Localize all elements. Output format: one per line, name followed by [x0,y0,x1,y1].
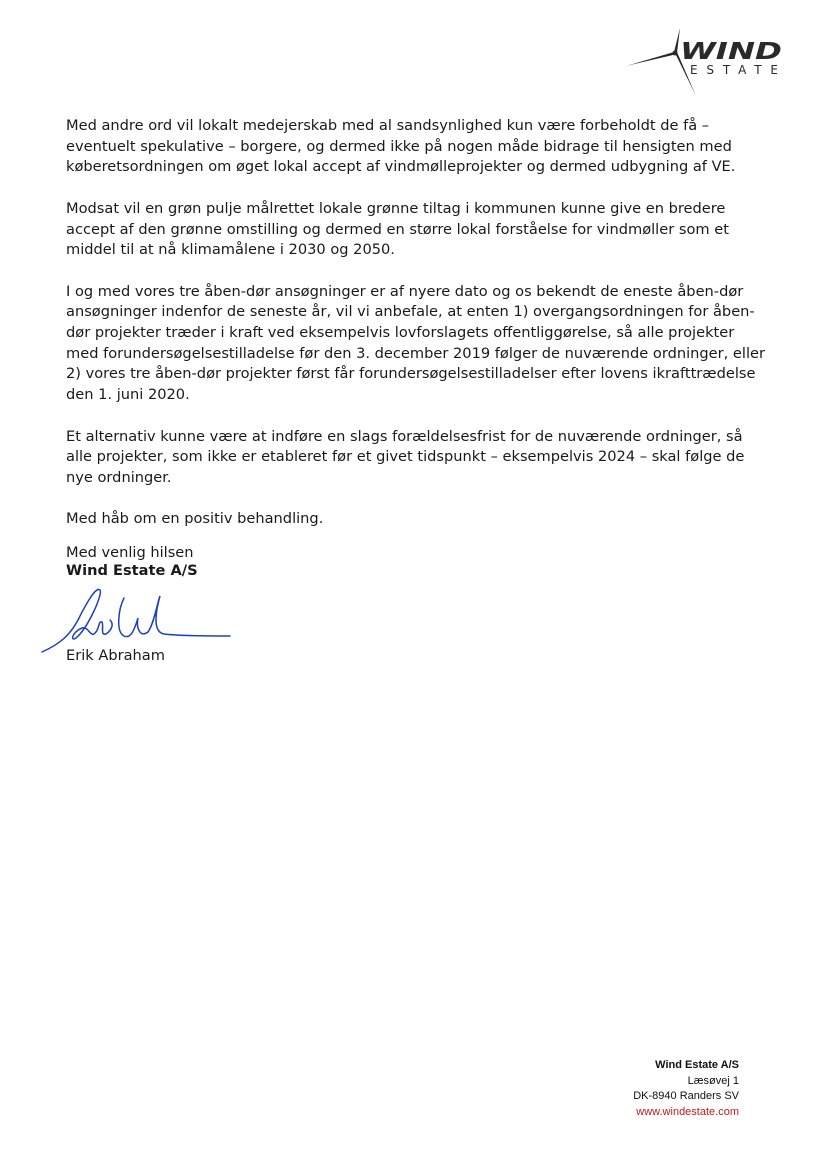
wind-estate-logo [622,22,787,100]
footer-city: DK-8940 Randers SV [633,1090,739,1102]
footer-street: Læsøvej 1 [687,1074,739,1087]
company-name: Wind Estate A/S [66,562,198,579]
paragraph: Et alternativ kunne være at indføre en slags forældelsesfrist for de nuværende ordninger, så alle projekter, som ikke er etableret før et givet tidspunkt – eksempelvis 2024 – skal følge de nye ordninger. [66,427,745,486]
paragraph: I og med vores tre åben-dør ansøgninger er af nyere dato og os bekendt de eneste åben-dør ansøgninger indenfor de seneste år, vil vi anbefale, at enten 1) overgangsordningen for åben-dør projekter træder i kraft ved eksempelvis lovforslagets offentliggørelse, så alle projekter med forundersøgelsestilladelse før den 3. december 2019 følger de nuværende ordninger, eller 2) vores tre åben-dør projekter først får forundersøgelsestilladelser efter lovens ikrafttrædelse den 1. juni 2020. [66,282,765,404]
footer-company: Wind Estate A/S [655,1059,739,1071]
greeting: Med venlig hilsen [66,544,194,561]
footer-website-link[interactable]: www.windestate.com [636,1105,739,1118]
letter-body [66,116,766,551]
signer-name: Erik Abraham [66,647,165,664]
paragraph: Med håb om en positiv behandling. [66,510,324,528]
turbine-blade-left [626,52,674,66]
logo-subtext: ESTATE [690,63,778,77]
footer-address [633,1058,739,1120]
paragraph: Med andre ord vil lokalt medejerskab med al sandsynlighed kun være forbeholdt de få – eventuelt spekulative – borgere, og dermed ikke på nogen måde bidrage til hensigten med køberetsordningen om øget lokal accept af vindmølleprojekter og dermed udbygning af VE. [66,117,736,176]
logo-wordmark: WIND [680,39,782,65]
closing-block [66,544,198,580]
paragraph: Modsat vil en grøn pulje målrettet lokale grønne tiltag i kommunen kunne give en bredere accept af den grønne omstilling og dermed en større lokal forståelse for vindmøller som et middel til at nå klimamålene i 2030 og 2050. [66,199,729,259]
